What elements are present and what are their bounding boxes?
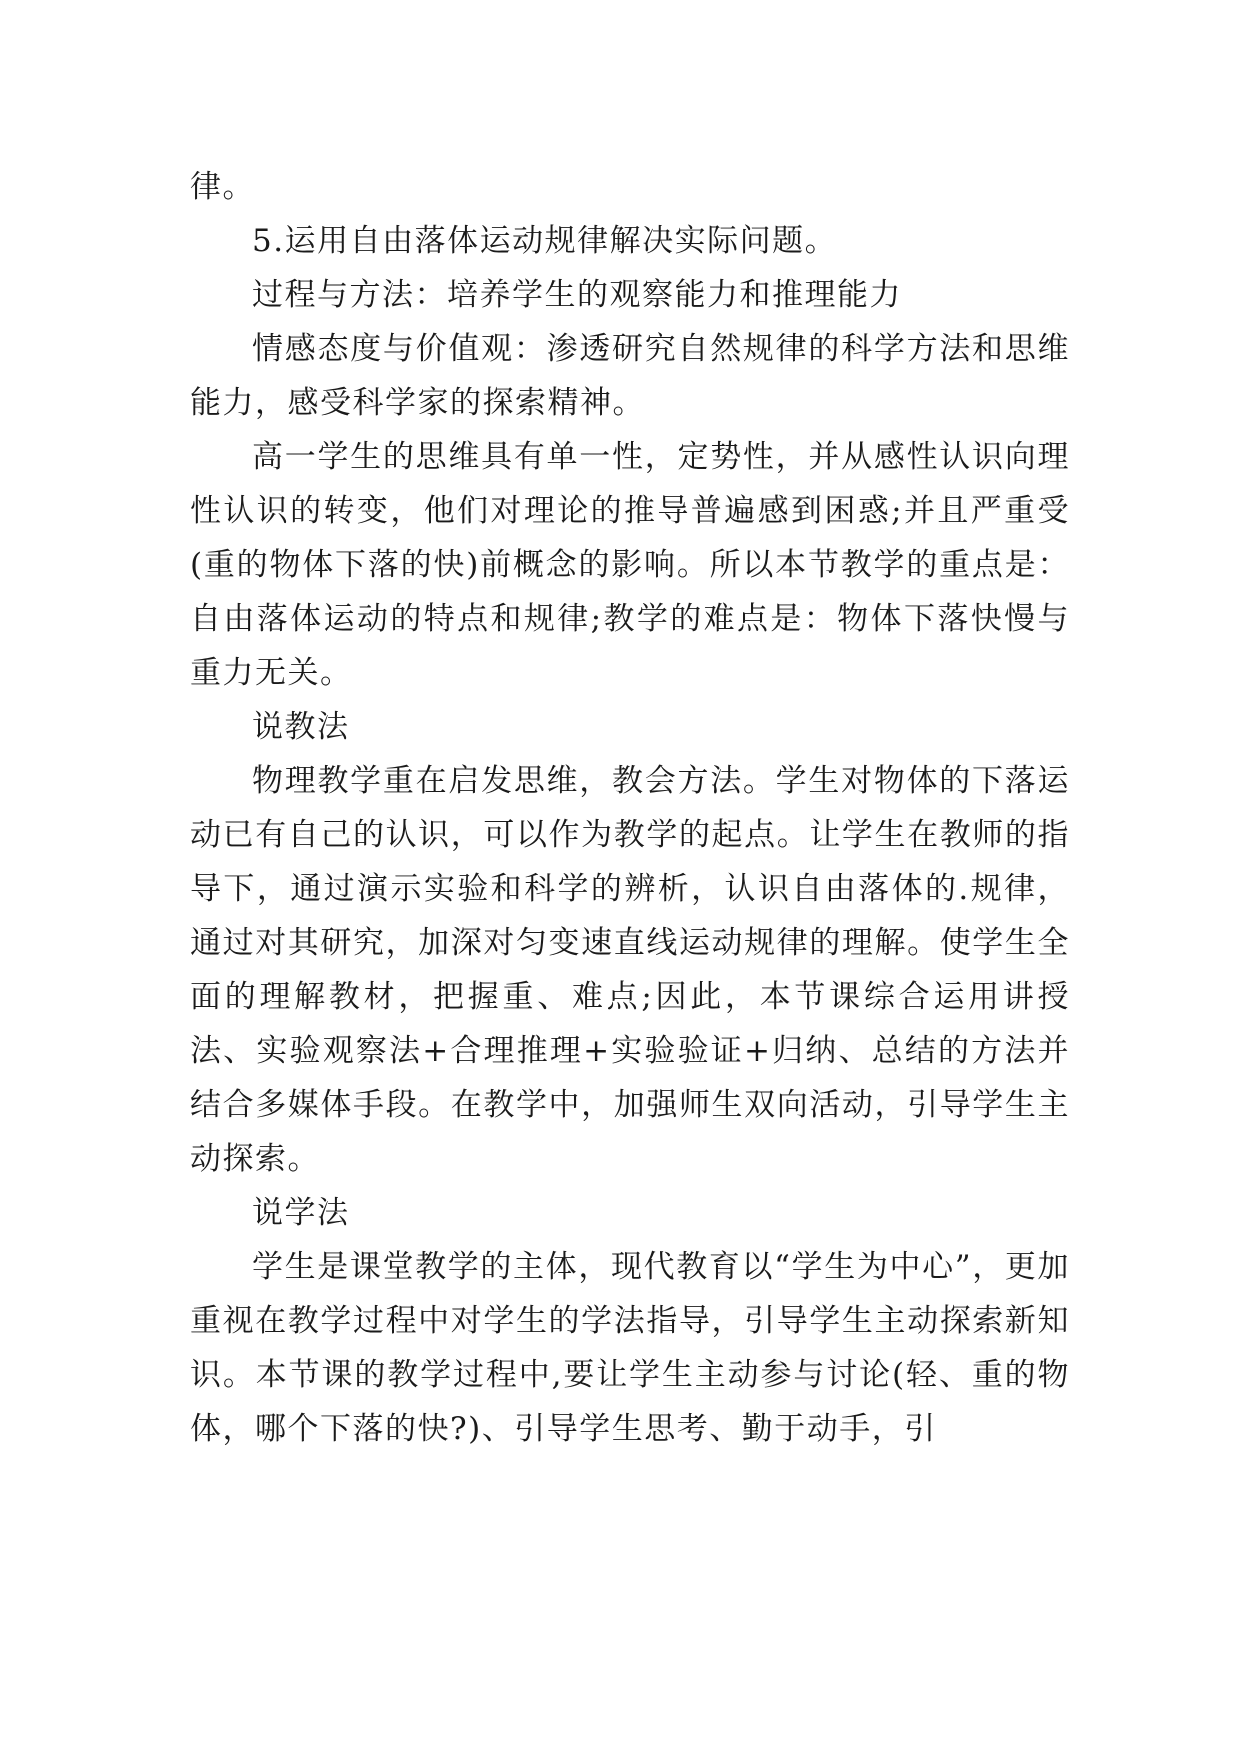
heading-learning-method: 说学法 (252, 1195, 350, 1231)
paragraph-continuation: 律。 (190, 169, 255, 205)
paragraph-student-analysis: 高一学生的思维具有单一性，定势性，并从感性认识向理性认识的转变，他们对理论的推导普遍感到困惑;并且严重受(重的物体下落的快)前概念的影响。所以本节教学的重点是：自由落体运动的特点和规律;教学的难点是：物体下落快慢与重力无关。 (190, 439, 1070, 691)
paragraph-process-method: 过程与方法：培养学生的观察能力和推理能力 (252, 277, 902, 313)
paragraph-teaching-method: 物理教学重在启发思维，教会方法。学生对物体的下落运动已有自己的认识，可以作为教学的起点。让学生在教师的指导下，通过演示实验和科学的辨析，认识自由落体的.规律，通过对其研究，加深对匀变速直线运动规律的理解。使学生全面的理解教材，把握重、难点;因此，本节课综合运用讲授法、实验观察法+合理推理+实验验证+归纳、总结的方法并结合多媒体手段。在教学中，加强师生双向活动，引导学生主动探索。 (190, 763, 1070, 1177)
document-body (190, 160, 1070, 1456)
heading-teaching-method: 说教法 (252, 709, 350, 745)
paragraph-learning-method: 学生是课堂教学的主体，现代教育以“学生为中心”，更加重视在教学过程中对学生的学法指导，引导学生主动探索新知识。本节课的教学过程中,要让学生主动参与讨论(轻、重的物体，哪个下落的快?)、引导学生思考、勤于动手，引 (190, 1249, 1070, 1447)
paragraph-objective-5: 5.运用自由落体运动规律解决实际问题。 (252, 223, 838, 259)
paragraph-emotion-values: 情感态度与价值观：渗透研究自然规律的科学方法和思维能力，感受科学家的探索精神。 (190, 331, 1070, 421)
